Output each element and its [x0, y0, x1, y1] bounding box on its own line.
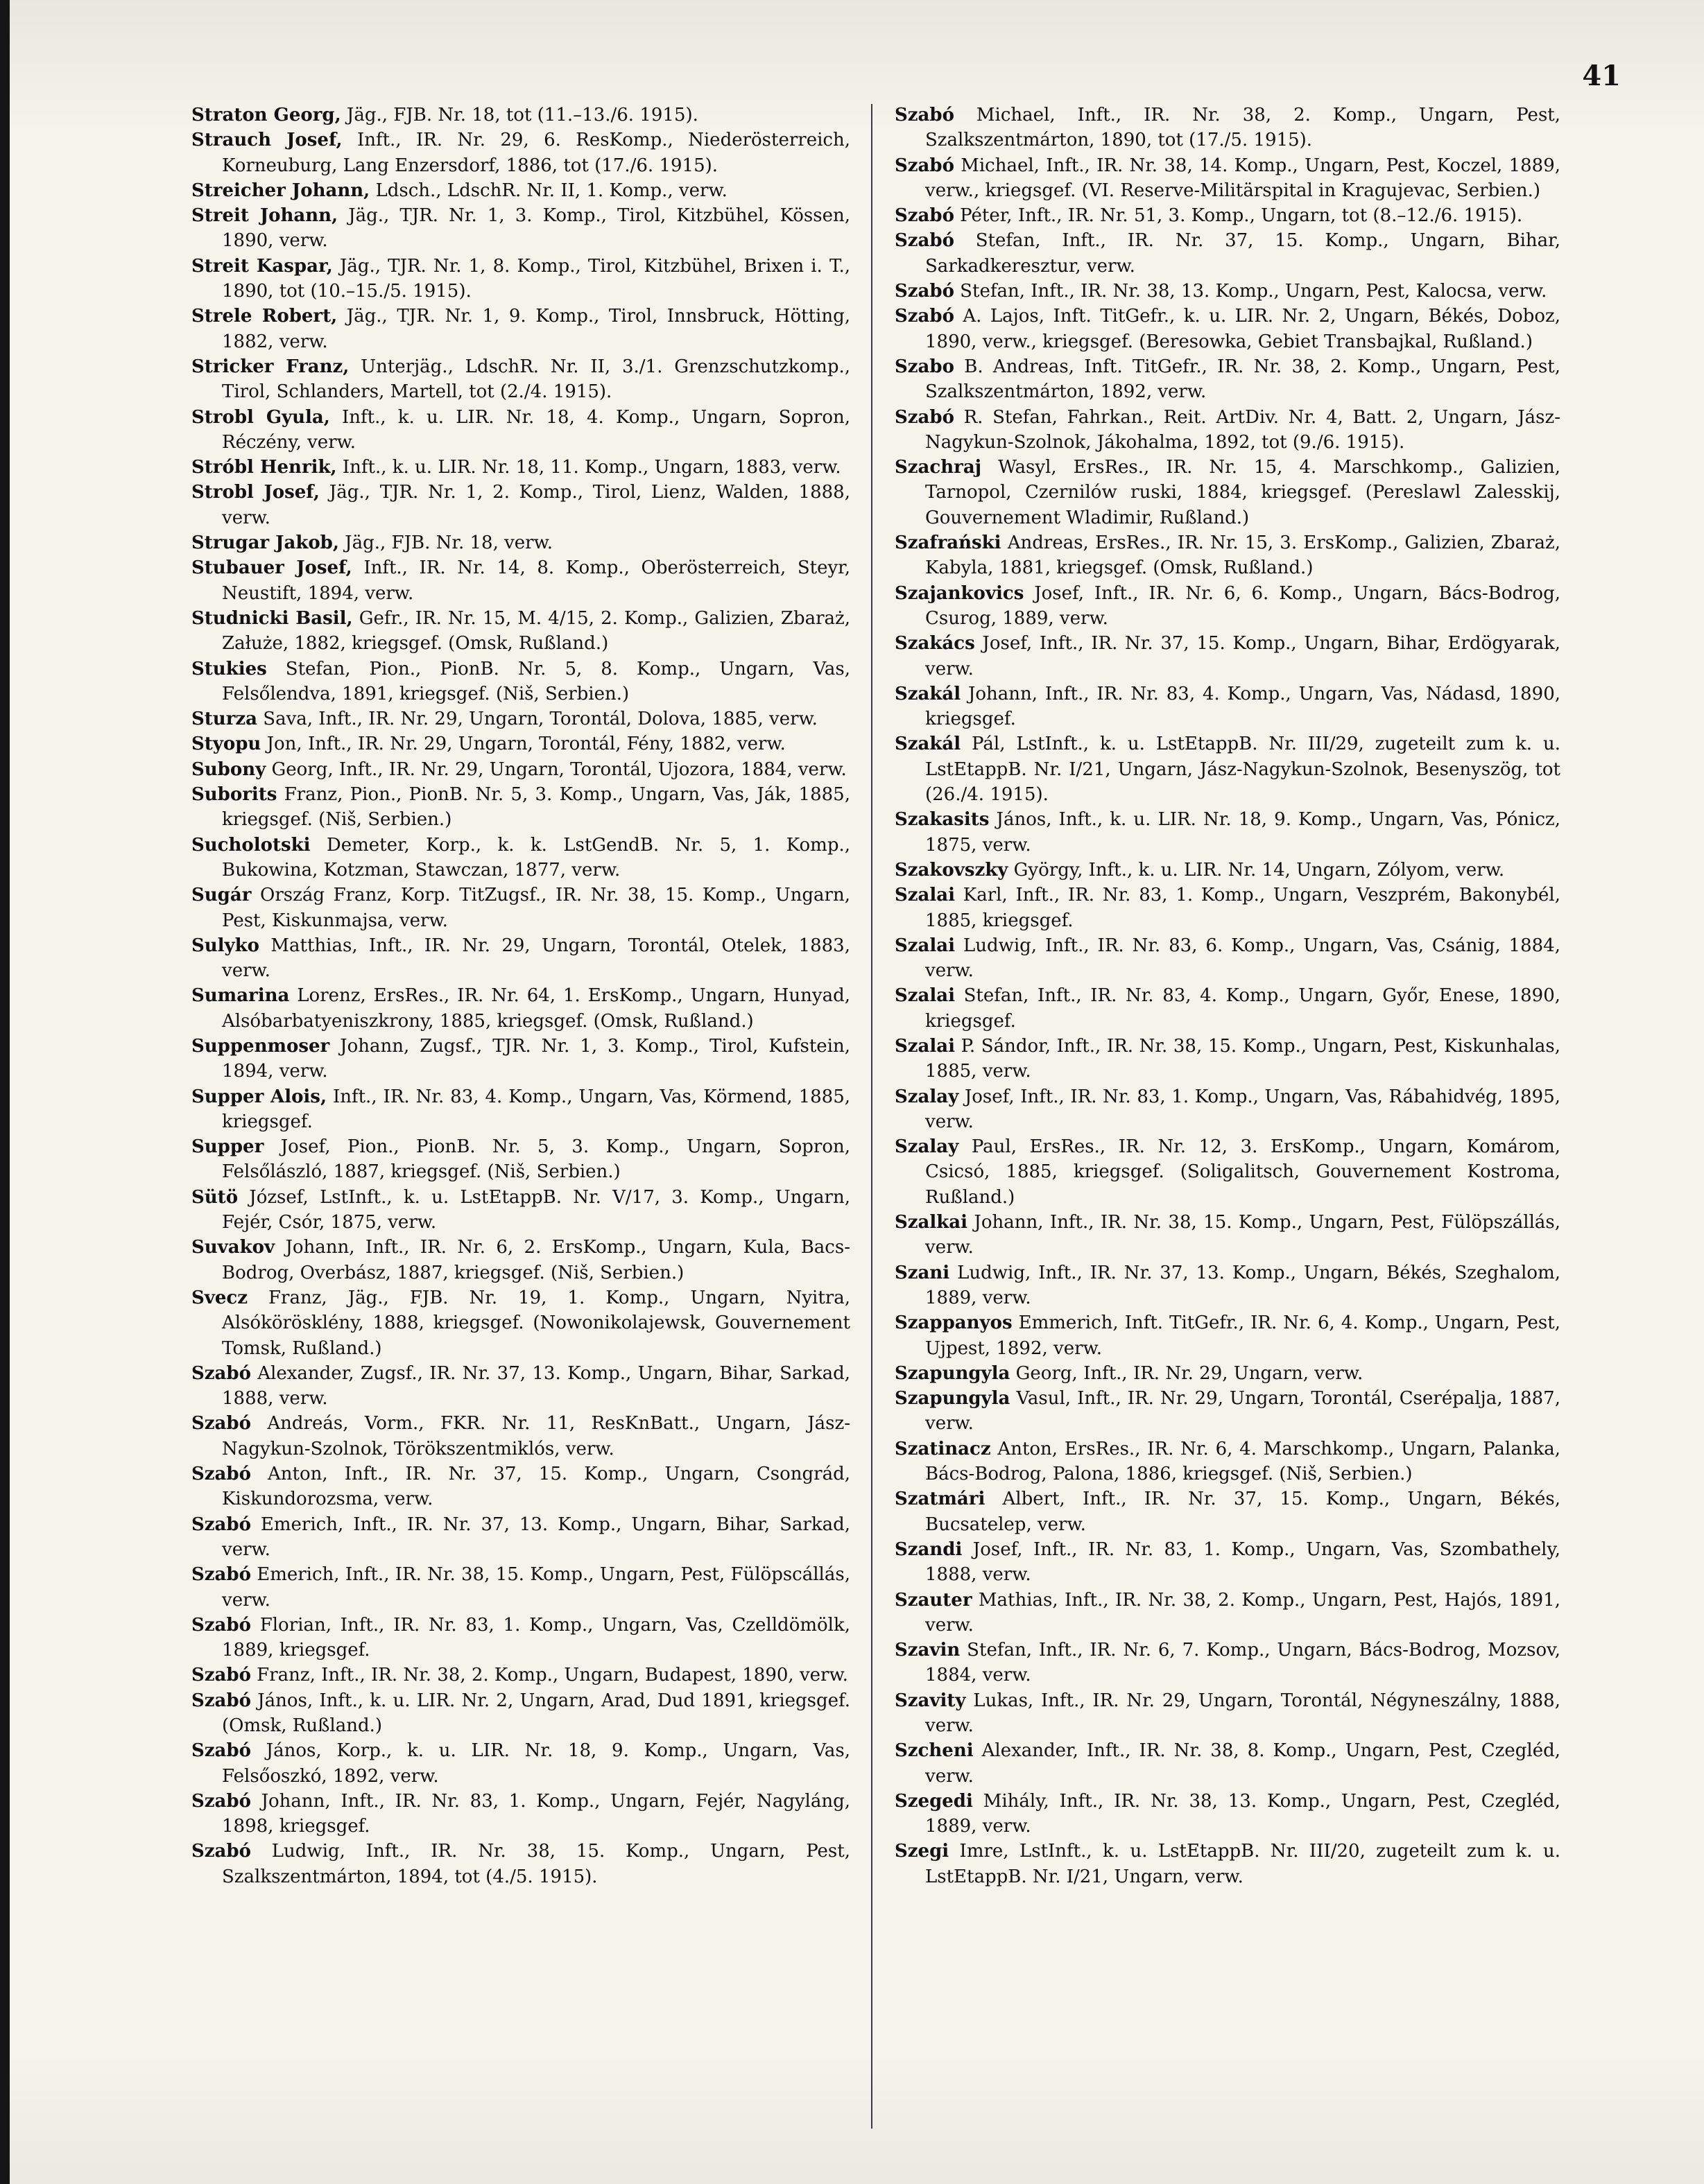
entry-name: Szabó: [191, 1413, 251, 1435]
entry-name: Studnicki Basil,: [191, 607, 353, 629]
register-entry: [895, 405, 1560, 456]
entry-details: Josef, Inft., IR. Nr. 83, 1. Komp., Ungarn, Vas, Szombathely, 1888, verw.: [925, 1539, 1560, 1586]
register-entry: [895, 455, 1560, 530]
register-entry: [895, 1537, 1560, 1588]
register-entry: [191, 1185, 850, 1236]
entry-name: Szabo: [895, 356, 954, 377]
entry-name: Szalai: [895, 985, 955, 1007]
register-entry: [895, 581, 1560, 632]
page-number: 41: [1582, 60, 1621, 92]
register-entry: [895, 1034, 1560, 1084]
entry-name: Supper Alois,: [191, 1086, 327, 1107]
register-entry: [191, 1663, 850, 1688]
entry-details: Jäg., TJR. Nr. 1, 3. Komp., Tirol, Kitzbühel, Kössen, 1890, verw.: [222, 205, 850, 252]
register-entry: [895, 631, 1560, 682]
entry-name: Strele Robert,: [191, 306, 338, 327]
entry-name: Szatmári: [895, 1489, 986, 1510]
register-entry: [191, 254, 850, 304]
entry-details: János, Korp., k. u. LIR. Nr. 18, 9. Komp., Ungarn, Vas, Felsőoszkó, 1892, verw.: [222, 1740, 850, 1787]
register-entry: [895, 1210, 1560, 1260]
entry-details: Stefan, Pion., PionB. Nr. 5, 8. Komp., Ungarn, Vas, Felsőlendva, 1891, kriegsgef. (Niš, Serbien.): [222, 658, 850, 704]
entry-details: Lorenz, ErsRes., IR. Nr. 64, 1. ErsKomp., Ungarn, Hunyad, Alsóbarbatyeniszkrony, 1885, kriegsgef. (Omsk, Rußland.): [222, 985, 850, 1032]
entry-details: Sava, Inft., IR. Nr. 29, Ungarn, Torontál, Dolova, 1885, verw.: [257, 709, 818, 730]
entry-details: Emmerich, Inft. TitGefr., IR. Nr. 6, 4. Komp., Ungarn, Pest, Ujpest, 1892, verw.: [925, 1312, 1560, 1359]
entry-details: Mathias, Inft., IR. Nr. 38, 2. Komp., Ungarn, Pest, Hajós, 1891, verw.: [925, 1589, 1560, 1636]
entry-name: Szalay: [895, 1136, 959, 1158]
register-entry: [191, 354, 850, 405]
register-entry: [895, 1487, 1560, 1537]
entry-details: Inft., IR. Nr. 83, 4. Komp., Ungarn, Vas, Körmend, 1885, kriegsgef.: [222, 1086, 850, 1132]
register-entry: [191, 405, 850, 456]
entry-name: Szalai: [895, 935, 955, 956]
entry-name: Szatinacz: [895, 1438, 991, 1459]
register-entry: [191, 782, 850, 833]
register-entry: [895, 1260, 1560, 1311]
entry-name: Szabó: [895, 205, 954, 227]
entry-name: Stricker Franz,: [191, 356, 350, 377]
register-entry: [191, 1084, 850, 1135]
entry-name: Szalai: [895, 885, 955, 906]
entry-details: Franz, Inft., IR. Nr. 38, 2. Komp., Ungarn, Budapest, 1890, verw.: [250, 1665, 848, 1686]
entry-name: Suppenmoser: [191, 1035, 330, 1057]
entry-details: Johann, Inft., IR. Nr. 83, 1. Komp., Ungarn, Fejér, Nagyláng, 1898, kriegsgef.: [222, 1790, 850, 1837]
entry-name: Szabó: [191, 1464, 251, 1485]
register-entry: [191, 480, 850, 530]
register-entry: [191, 1361, 850, 1412]
entry-details: Johann, Inft., IR. Nr. 6, 2. ErsKomp., Ungarn, Kula, Bacs-Bodrog, Overbász, 1887, kriegsgef. (Niš, Serbien.): [222, 1237, 850, 1283]
entry-details: Andreás, Vorm., FKR. Nr. 11, ResKnBatt., Ungarn, Jász-Nagykun-Szolnok, Törökszentmiklós, verw.: [222, 1413, 850, 1459]
entry-name: Szakasits: [895, 809, 990, 831]
entry-name: Szalay: [895, 1086, 959, 1107]
entry-details: Ldsch., LdschR. Nr. II, 1. Komp., verw.: [370, 180, 728, 201]
entry-name: Szalkai: [895, 1212, 968, 1233]
register-entry: [191, 178, 850, 203]
register-entry: [895, 1134, 1560, 1210]
entry-details: Andreas, ErsRes., IR. Nr. 15, 3. ErsKomp., Galizien, Zbaraż, Kabyla, 1881, kriegsgef. (Omsk, Rußland.): [925, 532, 1560, 579]
entry-details: Josef, Inft., IR. Nr. 6, 6. Komp., Ungarn, Bács-Bodrog, Csurog, 1889, verw.: [925, 582, 1560, 629]
entry-details: Jäg., FJB. Nr. 18, verw.: [338, 532, 553, 554]
entry-name: Streit Kaspar,: [191, 255, 333, 277]
register-entry: [191, 1411, 850, 1462]
entry-details: Emerich, Inft., IR. Nr. 37, 13. Komp., Ungarn, Bihar, Sarkad, verw.: [222, 1514, 850, 1560]
register-entry: [191, 1462, 850, 1512]
entry-name: Szakovszky: [895, 859, 1008, 881]
register-entry: [191, 1738, 850, 1789]
register-entry: [191, 1134, 850, 1185]
register-entry: [191, 883, 850, 933]
register-entry: [895, 1839, 1560, 1889]
entry-name: Szabó: [895, 230, 954, 252]
register-entry: [895, 1361, 1560, 1386]
register-entry: [895, 682, 1560, 732]
entry-details: Anton, Inft., IR. Nr. 37, 15. Komp., Ungarn, Csongrád, Kiskundorozsma, verw.: [222, 1464, 850, 1510]
entry-details: Georg, Inft., IR. Nr. 29, Ungarn, Torontál, Ujozora, 1884, verw.: [266, 759, 847, 780]
entry-name: Szabó: [191, 1740, 251, 1762]
entry-name: Strugar Jakob,: [191, 532, 339, 554]
register-entry: [895, 1789, 1560, 1839]
register-entry: [191, 983, 850, 1034]
entry-details: Ludwig, Inft., IR. Nr. 38, 15. Komp., Ungarn, Pest, Szalkszentmárton, 1894, tot (4./5. 1915).: [222, 1841, 850, 1887]
entry-name: Szabó: [895, 306, 954, 327]
register-entry: [895, 1084, 1560, 1135]
entry-details: Florian, Inft., IR. Nr. 83, 1. Komp., Ungarn, Vas, Czelldömölk, 1889, kriegsgef.: [222, 1614, 850, 1661]
register-entry: [191, 455, 850, 480]
entry-name: Szakál: [895, 683, 961, 704]
entry-details: Johann, Zugsf., TJR. Nr. 1, 3. Komp., Tirol, Kufstein, 1894, verw.: [222, 1035, 850, 1082]
entry-name: Stróbl Henrik,: [191, 457, 337, 478]
register-entry: [895, 203, 1560, 228]
register-entry: [895, 279, 1560, 304]
entry-details: Wasyl, ErsRes., IR. Nr. 15, 4. Marschkomp., Galizien, Tarnopol, Czernilów ruski, 1884, kriegsgef. (Pereslawl Zalesskij, Gouvernement Wladimir, Rußland.): [925, 457, 1560, 528]
entry-name: Szapungyla: [895, 1362, 1010, 1384]
entry-name: Szegedi: [895, 1790, 973, 1812]
entry-details: Mihály, Inft., IR. Nr. 38, 13. Komp., Ungarn, Pest, Czegléd, 1889, verw.: [925, 1790, 1560, 1837]
entry-name: Szauter: [895, 1589, 972, 1611]
entry-details: Inft., k. u. LIR. Nr. 18, 11. Komp., Ungarn, 1883, verw.: [336, 457, 841, 478]
entry-details: Stefan, Inft., IR. Nr. 37, 15. Komp., Ungarn, Bihar, Sarkadkeresztur, verw.: [925, 230, 1560, 277]
entry-details: János, Inft., k. u. LIR. Nr. 2, Ungarn, Arad, Dud 1891, kriegsgef. (Omsk, Rußland.): [222, 1690, 850, 1736]
register-entry: [191, 304, 850, 354]
register-entry: [191, 1034, 850, 1084]
register-entry: [191, 555, 850, 606]
entry-details: Gefr., IR. Nr. 15, M. 4/15, 2. Komp., Galizien, Zbaraż, Załuże, 1882, kriegsgef. (Omsk, Rußland.): [222, 607, 850, 655]
entry-name: Szabó: [191, 1564, 251, 1586]
entry-name: Szalai: [895, 1035, 955, 1057]
entry-details: Anton, ErsRes., IR. Nr. 6, 4. Marschkomp., Ungarn, Palanka, Bács-Bodrog, Palona, 1886, kriegsgef. (Niš, Serbien.): [925, 1438, 1560, 1485]
entry-details: R. Stefan, Fahrkan., Reit. ArtDiv. Nr. 4, Batt. 2, Ungarn, Jász-Nagykun-Szolnok, Jákohalma, 1892, tot (9./6. 1915).: [925, 406, 1560, 453]
entry-name: Szabó: [895, 105, 954, 125]
entry-details: Emerich, Inft., IR. Nr. 38, 15. Komp., Ungarn, Pest, Fülöpscállás, verw.: [222, 1564, 850, 1611]
entry-details: József, LstInft., k. u. LstEtappB. Nr. V/17, 3. Komp., Ungarn, Fejér, Csór, 1875, verw.: [222, 1186, 850, 1233]
register-entry: [895, 304, 1560, 354]
entry-details: B. Andreas, Inft. TitGefr., IR. Nr. 38, 2. Komp., Ungarn, Pest, Szalkszentmárton, 1892, verw.: [925, 356, 1560, 403]
register-entry: [895, 1638, 1560, 1688]
entry-details: Josef, Inft., IR. Nr. 83, 1. Komp., Ungarn, Vas, Rábahidvég, 1895, verw.: [925, 1086, 1560, 1132]
entry-details: Johann, Inft., IR. Nr. 83, 4. Komp., Ungarn, Vas, Nádasd, 1890, kriegsgef.: [925, 683, 1560, 730]
entry-details: P. Sándor, Inft., IR. Nr. 38, 15. Komp., Ungarn, Pest, Kiskunhalas, 1885, verw.: [925, 1035, 1560, 1082]
entry-details: Franz, Jäg., FJB. Nr. 19, 1. Komp., Ungarn, Nyitra, Alsókörösklény, 1888, kriegsgef. (Nowonikolajewsk, Gouvernement Tomsk, Rußland.): [222, 1287, 850, 1359]
entry-name: Sucholotski: [191, 834, 311, 856]
entry-name: Szappanyos: [895, 1312, 1013, 1334]
entry-name: Sturza: [191, 709, 257, 730]
register-entry: [895, 858, 1560, 883]
entry-details: Alexander, Inft., IR. Nr. 38, 8. Komp., Ungarn, Pest, Czegléd, verw.: [925, 1740, 1560, 1787]
register-entry: [191, 530, 850, 555]
register-entry: [191, 1235, 850, 1285]
entry-name: Szafrański: [895, 532, 1001, 554]
entry-name: Sugár: [191, 885, 252, 906]
entry-name: Szabó: [191, 1665, 251, 1686]
entry-details: Jäg., TJR. Nr. 1, 9. Komp., Tirol, Innsbruck, Hötting, 1882, verw.: [222, 306, 850, 352]
entry-details: Michael, Inft., IR. Nr. 38, 14. Komp., Ungarn, Pest, Koczel, 1889, verw., kriegsgef. (VI. Reserve-Militärspital in Kragujevac, Serbien.): [925, 155, 1560, 201]
register-entry: [895, 1386, 1560, 1437]
entry-name: Sütö: [191, 1186, 239, 1208]
entry-name: Szabó: [895, 155, 954, 176]
entry-details: Unterjäg., LdschR. Nr. II, 3./1. Grenzschutzkomp., Tirol, Schlanders, Martell, tot (2./4. 1915).: [222, 356, 850, 403]
entry-name: Szabó: [191, 1514, 251, 1535]
entry-name: Suborits: [191, 784, 277, 806]
entry-name: Sumarina: [191, 985, 290, 1007]
register-entry: [895, 1738, 1560, 1789]
register-entry: [191, 1562, 850, 1613]
entry-name: Szabó: [895, 406, 954, 428]
left-column: [191, 103, 850, 1889]
entry-name: Szakács: [895, 633, 975, 655]
register-entry: [895, 153, 1560, 204]
entry-details: Lukas, Inft., IR. Nr. 29, Ungarn, Torontál, Négyneszálny, 1888, verw.: [925, 1690, 1560, 1736]
entry-name: Subony: [191, 759, 266, 780]
register-entry: [191, 1688, 850, 1739]
entry-details: Josef, Inft., IR. Nr. 37, 15. Komp., Ungarn, Bihar, Erdögyarak, verw.: [925, 633, 1560, 679]
entry-details: Vasul, Inft., IR. Nr. 29, Ungarn, Torontál, Cserépalja, 1887, verw.: [925, 1388, 1560, 1435]
register-entry: [191, 203, 850, 254]
register-entry: [191, 606, 850, 657]
entry-details: Jäg., FJB. Nr. 18, tot (11.–13./6. 1915).: [341, 105, 698, 125]
entry-name: Suvakov: [191, 1237, 275, 1258]
entry-details: Josef, Pion., PionB. Nr. 5, 3. Komp., Ungarn, Sopron, Felsőlászló, 1887, kriegsgef. (Niš, Serbien.): [222, 1136, 850, 1183]
entry-name: Svecz: [191, 1287, 248, 1308]
entry-details: Stefan, Inft., IR. Nr. 38, 13. Komp., Ungarn, Pest, Kalocsa, verw.: [954, 281, 1547, 302]
entry-name: Szabó: [895, 281, 954, 302]
entry-name: Streit Johann,: [191, 205, 338, 227]
register-entry: [895, 883, 1560, 933]
entry-details: Ország Franz, Korp. TitZugsf., IR. Nr. 38, 15. Komp., Ungarn, Pest, Kiskunmajsa, verw.: [222, 885, 850, 931]
scan-edge: [0, 0, 10, 2184]
entry-name: Szabó: [191, 1690, 251, 1711]
entry-details: Demeter, Korp., k. k. LstGendB. Nr. 5, 1. Komp., Bukowina, Kotzman, Stawczan, 1877, verw.: [222, 834, 850, 881]
right-column: [895, 103, 1560, 1889]
entry-details: Alexander, Zugsf., IR. Nr. 37, 13. Komp., Ungarn, Bihar, Sarkad, 1888, verw.: [222, 1362, 850, 1410]
entry-details: Pál, LstInft., k. u. LstEtappB. Nr. III/29, zugeteilt zum k. u. LstEtappB. Nr. I/21, Ungarn, Jász-Nagykun-Szolnok, Besenyszög, tot (26./4. 1915).: [925, 734, 1560, 806]
entry-details: György, Inft., k. u. LIR. Nr. 14, Ungarn, Zólyom, verw.: [1008, 859, 1505, 881]
register-entry: [191, 128, 850, 178]
register-entry: [895, 1688, 1560, 1739]
entry-details: Stefan, Inft., IR. Nr. 6, 7. Komp., Ungarn, Bács-Bodrog, Mozsov, 1884, verw.: [925, 1640, 1560, 1686]
entry-name: Szcheni: [895, 1740, 974, 1762]
entry-name: Szavin: [895, 1640, 961, 1661]
entry-name: Szabó: [191, 1614, 251, 1636]
entry-name: Szakál: [895, 734, 961, 755]
register-entry: [191, 933, 850, 984]
entry-name: Strauch Josef,: [191, 130, 343, 151]
register-entry: [191, 1512, 850, 1563]
register-entry: [191, 1285, 850, 1361]
entry-details: Georg, Inft., IR. Nr. 29, Ungarn, verw.: [1010, 1362, 1363, 1384]
register-entry: [895, 103, 1560, 153]
register-entry: [895, 1588, 1560, 1638]
entry-name: Szabó: [191, 1841, 251, 1862]
register-entry: [191, 833, 850, 883]
register-entry: [895, 1310, 1560, 1361]
entry-name: Stubauer Josef,: [191, 557, 352, 579]
register-entry: [191, 731, 850, 756]
entry-details: Ludwig, Inft., IR. Nr. 83, 6. Komp., Ungarn, Vas, Csánig, 1884, verw.: [925, 935, 1560, 982]
entry-name: Szavity: [895, 1690, 966, 1711]
entry-name: Supper: [191, 1136, 264, 1158]
entry-name: Styopu: [191, 734, 261, 755]
entry-details: Johann, Inft., IR. Nr. 38, 15. Komp., Ungarn, Pest, Fülöpszállás, verw.: [925, 1212, 1560, 1258]
entry-details: Inft., IR. Nr. 29, 6. ResKomp., Niederösterreich, Korneuburg, Lang Enzersdorf, 1886, tot (17./6. 1915).: [222, 130, 850, 176]
entry-name: Szajankovics: [895, 582, 1024, 604]
entry-details: Paul, ErsRes., IR. Nr. 12, 3. ErsKomp., Ungarn, Komárom, Csicsó, 1885, kriegsgef. (Soligalitsch, Gouvernement Kostroma, Rußland.): [925, 1136, 1560, 1208]
entry-name: Szapungyla: [895, 1388, 1010, 1410]
entry-name: Szegi: [895, 1841, 949, 1862]
entry-details: Stefan, Inft., IR. Nr. 83, 4. Komp., Ungarn, Győr, Enese, 1890, kriegsgef.: [925, 985, 1560, 1032]
entry-name: Szandi: [895, 1539, 963, 1560]
entry-details: Jäg., TJR. Nr. 1, 8. Komp., Tirol, Kitzbühel, Brixen i. T., 1890, tot (10.–15./5. 1915).: [222, 255, 850, 302]
entry-name: Sulyko: [191, 935, 260, 956]
register-entry: [895, 933, 1560, 984]
entry-details: Albert, Inft., IR. Nr. 37, 15. Komp., Ungarn, Békés, Bucsatelep, verw.: [925, 1489, 1560, 1535]
entry-details: Imre, LstInft., k. u. LstEtappB. Nr. III/20, zugeteilt zum k. u. LstEtappB. Nr. I/21, Ungarn, verw.: [925, 1841, 1560, 1887]
register-entry: [191, 707, 850, 731]
entry-details: Matthias, Inft., IR. Nr. 29, Ungarn, Torontál, Otelek, 1883, verw.: [222, 935, 850, 982]
register-entry: [895, 530, 1560, 581]
register-entry: [191, 657, 850, 707]
entry-name: Strobl Josef,: [191, 482, 320, 503]
entry-name: Straton Georg,: [191, 105, 341, 125]
register-entry: [191, 1839, 850, 1889]
entry-name: Szachraj: [895, 457, 982, 478]
entry-details: A. Lajos, Inft. TitGefr., k. u. LIR. Nr. 2, Ungarn, Békés, Doboz, 1890, verw., kriegsgef. (Beresowka, Gebiet Transbajkal, Rußland.): [925, 306, 1560, 352]
entry-details: Inft., IR. Nr. 14, 8. Komp., Oberösterreich, Steyr, Neustift, 1894, verw.: [222, 557, 851, 604]
entry-details: Franz, Pion., PionB. Nr. 5, 3. Komp., Ungarn, Vas, Ják, 1885, kriegsgef. (Niš, Serbien.): [222, 784, 850, 831]
entry-name: Szabó: [191, 1362, 251, 1384]
entry-details: Karl, Inft., IR. Nr. 83, 1. Komp., Ungarn, Veszprém, Bakonybél, 1885, kriegsgef.: [925, 885, 1560, 931]
entry-name: Szani: [895, 1262, 950, 1283]
entry-name: Streicher Johann,: [191, 180, 370, 201]
register-entry: [191, 1613, 850, 1663]
entry-name: Stukies: [191, 658, 267, 679]
entry-details: Péter, Inft., IR. Nr. 51, 3. Komp., Ungarn, tot (8.–12./6. 1915).: [954, 205, 1523, 227]
column-divider: [871, 104, 872, 2129]
register-entry: [895, 983, 1560, 1034]
entry-name: Szabó: [191, 1790, 251, 1812]
entry-details: Jon, Inft., IR. Nr. 29, Ungarn, Torontál, Fény, 1882, verw.: [261, 734, 786, 755]
register-entry: [191, 757, 850, 782]
register-entry: [895, 354, 1560, 405]
entry-name: Strobl Gyula,: [191, 406, 330, 428]
register-entry: [191, 1789, 850, 1839]
entry-details: Jäg., TJR. Nr. 1, 2. Komp., Tirol, Lienz, Walden, 1888, verw.: [222, 482, 850, 528]
entry-details: Michael, Inft., IR. Nr. 38, 2. Komp., Ungarn, Pest, Szalkszentmárton, 1890, tot (17./5. 1915).: [925, 105, 1560, 151]
register-entry: [895, 1437, 1560, 1487]
register-entry: [895, 228, 1560, 279]
register-entry: [191, 103, 850, 128]
entry-details: János, Inft., k. u. LIR. Nr. 18, 9. Komp., Ungarn, Vas, Pónicz, 1875, verw.: [925, 809, 1560, 856]
register-entry: [895, 807, 1560, 858]
entry-details: Ludwig, Inft., IR. Nr. 37, 13. Komp., Ungarn, Békés, Szeghalom, 1889, verw.: [925, 1262, 1560, 1308]
entry-details: Inft., k. u. LIR. Nr. 18, 4. Komp., Ungarn, Sopron, Réczény, verw.: [222, 406, 850, 453]
register-entry: [895, 731, 1560, 807]
